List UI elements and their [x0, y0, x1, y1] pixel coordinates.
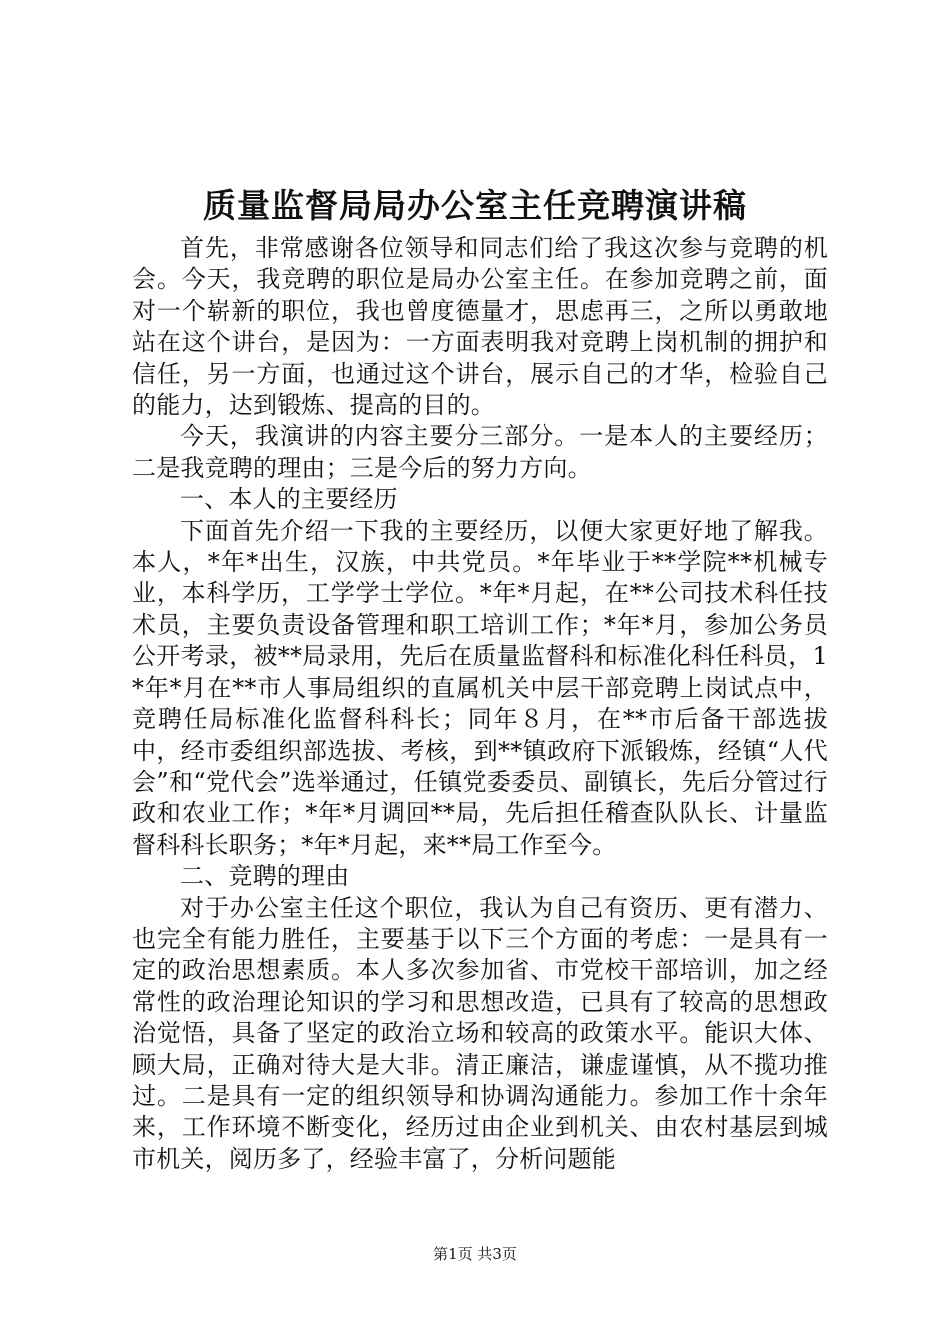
page-footer: 第1页 共3页 [433, 1245, 517, 1263]
paragraph-experience: 下面首先介绍一下我的主要经历，以便大家更好地了解我。本人，*年*出生，汉族，中共党员。*年毕业于**学院**机械专业，本科学历，工学学士学位。*年*月起，在**公司技术科任技术员，主要负责设备管理和职工培训工作；*年*月，参加公务员公开考录，被**局录用，先后在质量监督科和标准化科任科员，1*年*月在**市人事局组织的直属机关中层干部竞聘上岗试点中，竞聘任局标准化监督科科长；同年８月，在**市后备干部选拔中，经市委组织部选拔、考核，到**镇政府下派锻炼，经镇“人代会”和“党代会”选举通过，任镇党委委员、副镇长，先后分管过行政和农业工作；*年*月调回**局，先后担任稽查队队长、计量监督科科长职务；*年*月起，来**局工作至今。 [132, 516, 828, 859]
section-heading-experience: 一、本人的主要经历 [180, 485, 398, 514]
paragraph-outline: 今天，我演讲的内容主要分三部分。一是本人的主要经历；二是我竞聘的理由；三是今后的努力方向。 [132, 422, 828, 482]
paragraph-intro: 首先，非常感谢各位领导和同志们给了我这次参与竞聘的机会。今天，我竞聘的职位是局办公室主任。在参加竞聘之前，面对一个崭新的职位，我也曾度德量才，思虑再三，之所以勇敢地站在这个讲台，是因为：一方面表明我对竞聘上岗机制的拥护和信任，另一方面，也通过这个讲台，展示自己的才华，检验自己的能力，达到锻炼、提高的目的。 [132, 234, 828, 420]
document-body [132, 233, 828, 1175]
document-title: 质量监督局局办公室主任竞聘演讲稿 [203, 186, 747, 225]
paragraph-reasons: 对于办公室主任这个职位，我认为自己有资历、更有潜力、也完全有能力胜任，主要基于以下三个方面的考虑：一是具有一定的政治思想素质。本人多次参加省、市党校干部培训，加之经常性的政治理论知识的学习和思想改造，已具有了较高的思想政治觉悟，具备了坚定的政治立场和较高的政策水平。能识大体、顾大局，正确对待大是大非。清正廉洁，谦虚谨慎，从不揽功推过。二是具有一定的组织领导和协调沟通能力。参加工作十余年来，工作环境不断变化，经历过由企业到机关、由农村基层到城市机关，阅历多了，经验丰富了，分析问题能 [132, 893, 828, 1173]
section-heading-reasons: 二、竞聘的理由 [180, 862, 350, 891]
